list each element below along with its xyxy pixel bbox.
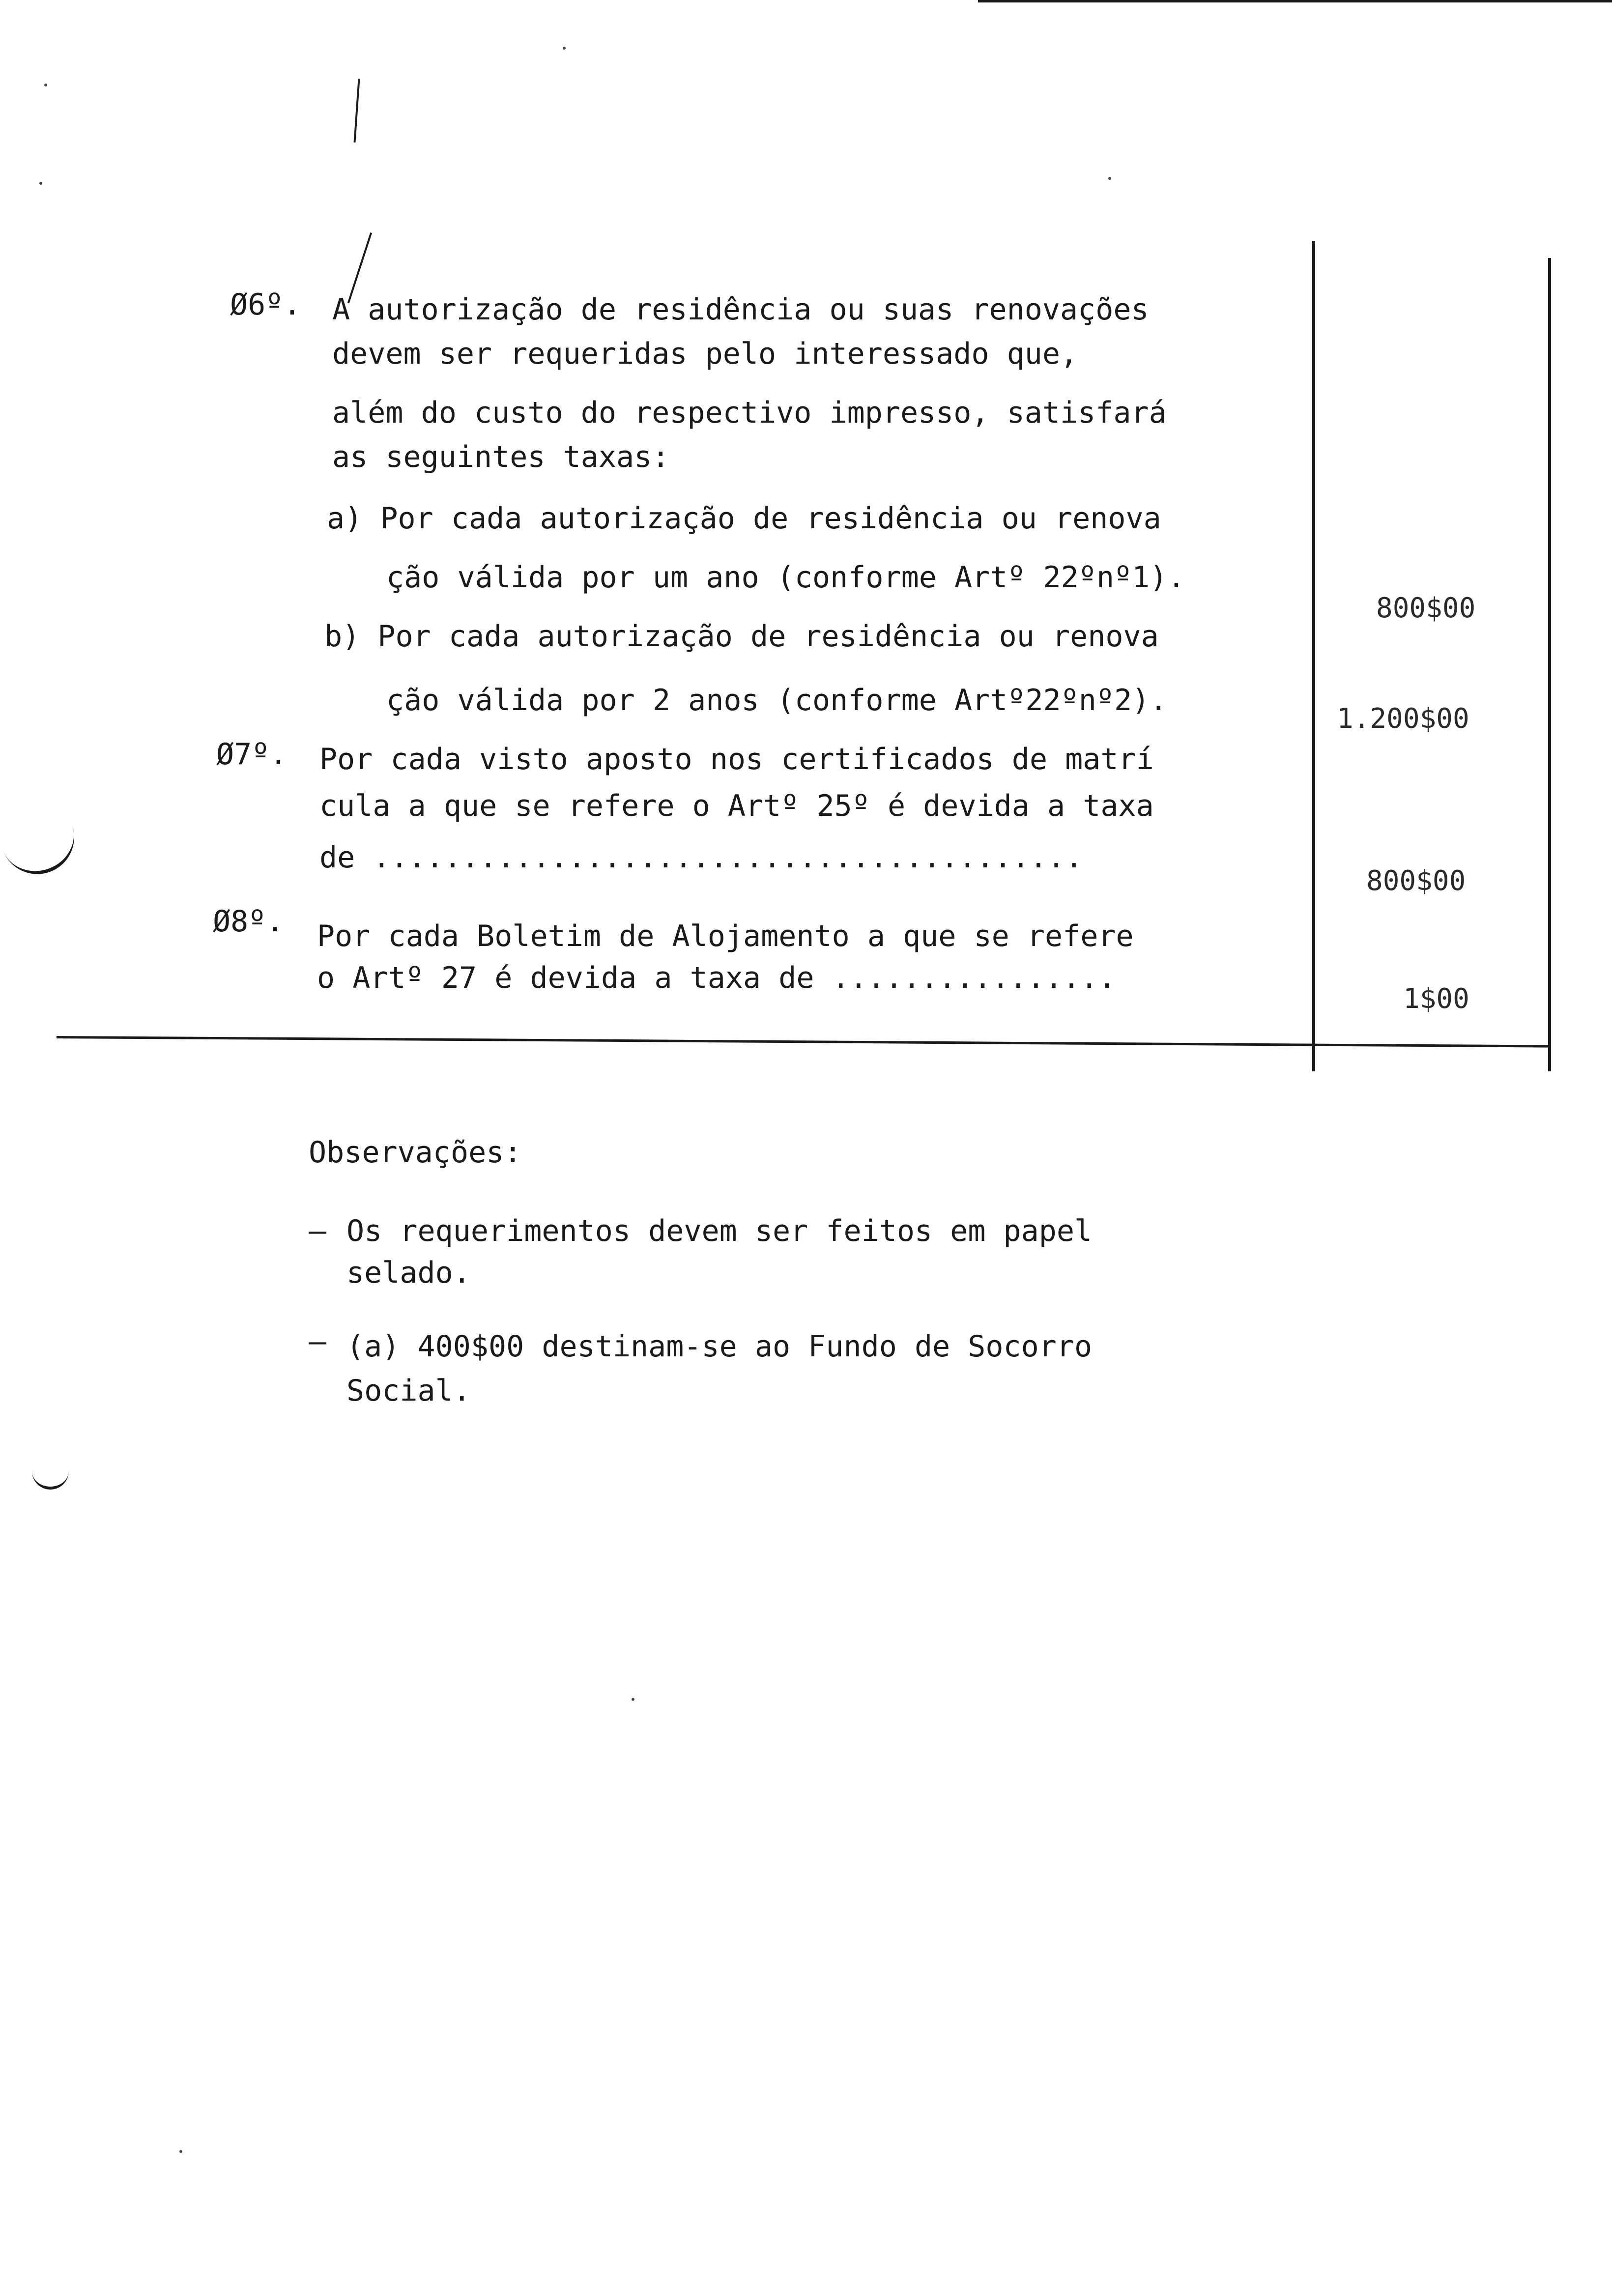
entry-08-number: Ø8º.	[213, 904, 284, 939]
entry-06-subitem-a-amount: 800$00	[1376, 592, 1476, 624]
entry-07-line: de ........................................	[319, 840, 1083, 875]
observation-line: selado.	[346, 1256, 471, 1290]
observations-heading: Observações:	[309, 1135, 522, 1170]
table-right-border	[1548, 258, 1551, 1071]
entry-06-subitem-b-amount: 1.200$00	[1337, 703, 1469, 735]
entry-07-amount: 800$00	[1366, 865, 1466, 897]
speck	[563, 47, 566, 50]
entry-06-line: devem ser requeridas pelo interessado que,	[332, 337, 1078, 371]
entry-06-subitem-a-line: ção válida por um ano (conforme Artº 22ºnº1).	[386, 560, 1185, 595]
entry-06-subitem-b-line: b) Por cada autorização de residência ou renova	[324, 619, 1159, 654]
pen-stroke	[353, 79, 360, 143]
top-edge-rule	[978, 0, 1612, 2]
speck	[1108, 177, 1111, 180]
entry-07-number: Ø7º.	[216, 737, 288, 772]
observation-line: Os requerimentos devem ser feitos em papel	[346, 1214, 1093, 1248]
entry-06-subitem-b-line: ção válida por 2 anos (conforme Artº22ºnº2).	[386, 683, 1168, 718]
table-vertical-divider	[1312, 241, 1315, 1071]
entry-08-line: Por cada Boletim de Alojamento a que se refere	[317, 919, 1134, 953]
observation-line: (a) 400$00 destinam-se ao Fundo de Socorro	[346, 1329, 1093, 1364]
observation-dash: –	[309, 1214, 327, 1248]
entry-06-line: as seguintes taxas:	[332, 440, 670, 474]
entry-06-number: Ø6º.	[230, 287, 301, 322]
table-bottom-rule	[57, 1036, 1551, 1048]
entry-08-line: o Artº 27 é devida a taxa de ................	[317, 961, 1116, 995]
entry-06-line: A autorização de residência ou suas renovações	[332, 292, 1149, 327]
margin-mark	[0, 814, 85, 884]
entry-06-subitem-a-line: a) Por cada autorização de residência ou renova	[327, 501, 1161, 536]
observation-dash: –	[309, 1324, 327, 1359]
speck	[39, 182, 42, 185]
entry-07-line: Por cada visto aposto nos certificados de matrí	[319, 742, 1154, 776]
entry-08-amount: 1$00	[1403, 983, 1469, 1015]
speck	[632, 1698, 634, 1701]
observation-line: Social.	[346, 1374, 471, 1408]
entry-07-line: cula a que se refere o Artº 25º é devida a taxa	[319, 789, 1154, 823]
speck	[44, 84, 47, 86]
entry-06-line: além do custo do respectivo impresso, satisfará	[332, 396, 1167, 430]
margin-mark	[32, 1464, 69, 1490]
speck	[179, 2150, 182, 2153]
